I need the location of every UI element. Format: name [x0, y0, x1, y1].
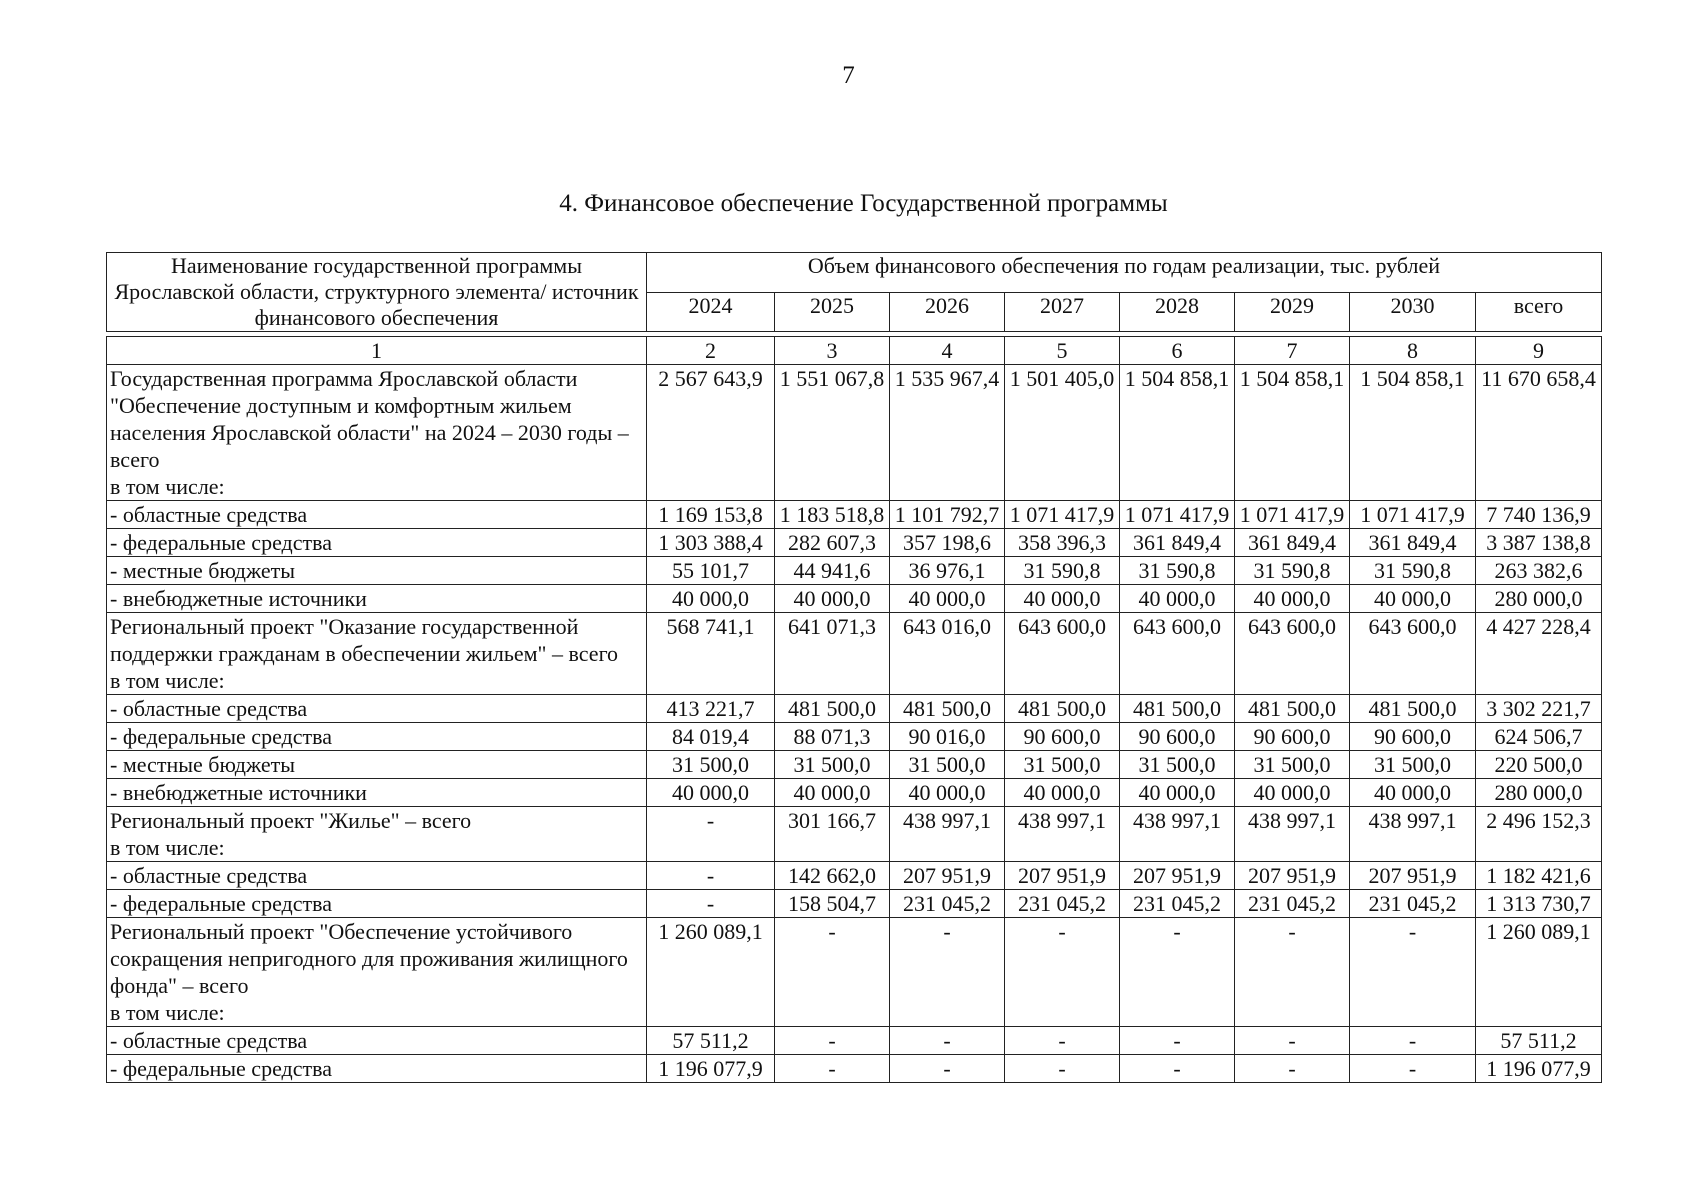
- row-value: 361 849,4: [1350, 529, 1476, 557]
- row-value: 90 600,0: [1235, 723, 1350, 751]
- row-value: 1 071 417,9: [1350, 501, 1476, 529]
- row-value: -: [775, 1055, 890, 1083]
- row-name: - областные средства: [110, 502, 308, 527]
- row-value: 88 071,3: [775, 723, 890, 751]
- row-name: - областные средства: [110, 1028, 308, 1053]
- row-value: 1 071 417,9: [1005, 501, 1120, 529]
- row-value: 90 600,0: [1120, 723, 1235, 751]
- row-name-cell: [107, 585, 647, 613]
- row-value: 207 951,9: [890, 862, 1005, 890]
- row-value: 31 590,8: [1120, 557, 1235, 585]
- row-value: -: [775, 1027, 890, 1055]
- row-name-cell: [107, 918, 647, 1027]
- row-value: 40 000,0: [647, 585, 775, 613]
- row-name: - федеральные средства: [110, 530, 332, 555]
- row-value: 438 997,1: [1235, 807, 1350, 862]
- row-total: 263 382,6: [1476, 557, 1602, 585]
- row-value: 643 016,0: [890, 613, 1005, 695]
- row-value: 481 500,0: [775, 695, 890, 723]
- header-year: 2026: [890, 292, 1005, 332]
- row-total: 57 511,2: [1476, 1027, 1602, 1055]
- row-name-cell: [107, 807, 647, 862]
- row-value: 31 500,0: [647, 751, 775, 779]
- row-value: 643 600,0: [1005, 613, 1120, 695]
- header-year: 2024: [647, 292, 775, 332]
- row-total: 2 496 152,3: [1476, 807, 1602, 862]
- row-value: 1 504 858,1: [1350, 365, 1476, 501]
- row-value: 1 501 405,0: [1005, 365, 1120, 501]
- row-value: 40 000,0: [775, 585, 890, 613]
- column-number: 9: [1476, 337, 1602, 365]
- row-total: 1 260 089,1: [1476, 918, 1602, 1027]
- row-name: Региональный проект "Обеспечение устойчивого сокращения непригодного для проживания жилищного фонда" – всего: [110, 919, 628, 998]
- table-row: [107, 501, 1602, 529]
- row-value: 481 500,0: [1005, 695, 1120, 723]
- row-value: -: [1120, 1055, 1235, 1083]
- row-value: 1 071 417,9: [1235, 501, 1350, 529]
- table-row: [107, 890, 1602, 918]
- header-total: всего: [1476, 292, 1602, 332]
- row-name-cell: [107, 723, 647, 751]
- column-number: 4: [890, 337, 1005, 365]
- row-name-cell: [107, 751, 647, 779]
- row-value: 1 071 417,9: [1120, 501, 1235, 529]
- row-value: 142 662,0: [775, 862, 890, 890]
- row-name-cell: [107, 890, 647, 918]
- row-value: 31 500,0: [1235, 751, 1350, 779]
- table-row: [107, 529, 1602, 557]
- row-value: -: [1235, 1027, 1350, 1055]
- row-value: 207 951,9: [1350, 862, 1476, 890]
- row-value: 31 500,0: [890, 751, 1005, 779]
- row-name: - федеральные средства: [110, 1056, 332, 1081]
- column-number: 1: [107, 337, 647, 365]
- column-number: 2: [647, 337, 775, 365]
- row-value: 1 183 518,8: [775, 501, 890, 529]
- table-row: [107, 779, 1602, 807]
- row-value: 40 000,0: [890, 585, 1005, 613]
- row-name: - местные бюджеты: [110, 558, 296, 583]
- row-value: -: [890, 1027, 1005, 1055]
- row-total: 624 506,7: [1476, 723, 1602, 751]
- row-name-cell: [107, 862, 647, 890]
- row-name: Государственная программа Ярославской области "Обеспечение доступным и комфортным жильем населения Ярославской области" на 2024 – 2030 годы – всего: [110, 366, 629, 472]
- row-value: -: [1120, 918, 1235, 1027]
- row-value: 40 000,0: [1005, 779, 1120, 807]
- row-total: 280 000,0: [1476, 779, 1602, 807]
- row-value: 2 567 643,9: [647, 365, 775, 501]
- row-name-cell: [107, 529, 647, 557]
- row-value: 31 590,8: [1350, 557, 1476, 585]
- table-row: [107, 1027, 1602, 1055]
- row-name: - местные бюджеты: [110, 752, 296, 777]
- row-value: 84 019,4: [647, 723, 775, 751]
- page-number: 7: [842, 62, 855, 89]
- row-name-cell: [107, 1055, 647, 1083]
- row-value: 57 511,2: [647, 1027, 775, 1055]
- row-name-cell: [107, 1027, 647, 1055]
- row-value: 357 198,6: [890, 529, 1005, 557]
- row-name: Региональный проект "Оказание государственной поддержки гражданам в обеспечении жильем" – всего: [110, 614, 619, 666]
- row-value: 55 101,7: [647, 557, 775, 585]
- row-value: -: [890, 918, 1005, 1027]
- row-value: 158 504,7: [775, 890, 890, 918]
- row-total: 3 302 221,7: [1476, 695, 1602, 723]
- row-value: 40 000,0: [1235, 585, 1350, 613]
- row-total: 7 740 136,9: [1476, 501, 1602, 529]
- header-volume: Объем финансового обеспечения по годам реализации, тыс. рублей: [647, 253, 1602, 293]
- row-name-cell: [107, 501, 647, 529]
- row-value: 90 016,0: [890, 723, 1005, 751]
- row-value: 568 741,1: [647, 613, 775, 695]
- row-value: 1 196 077,9: [647, 1055, 775, 1083]
- row-value: 231 045,2: [1120, 890, 1235, 918]
- row-value: 481 500,0: [890, 695, 1005, 723]
- header-year: 2025: [775, 292, 890, 332]
- row-value: 90 600,0: [1350, 723, 1476, 751]
- row-value: 40 000,0: [1120, 779, 1235, 807]
- row-value: 438 997,1: [890, 807, 1005, 862]
- row-name-cell: [107, 557, 647, 585]
- row-value: 207 951,9: [1120, 862, 1235, 890]
- column-number: 5: [1005, 337, 1120, 365]
- row-value: 358 396,3: [1005, 529, 1120, 557]
- row-name: Региональный проект "Жилье" – всего: [110, 808, 472, 833]
- row-value: 40 000,0: [1350, 779, 1476, 807]
- row-total: 4 427 228,4: [1476, 613, 1602, 695]
- row-value: 1 303 388,4: [647, 529, 775, 557]
- row-name: - областные средства: [110, 696, 308, 721]
- row-value: 207 951,9: [1005, 862, 1120, 890]
- row-value: 31 500,0: [1005, 751, 1120, 779]
- row-subtitle: в том числе:: [110, 474, 225, 499]
- row-value: 1 169 153,8: [647, 501, 775, 529]
- row-value: 207 951,9: [1235, 862, 1350, 890]
- row-value: -: [1005, 1027, 1120, 1055]
- column-number: 7: [1235, 337, 1350, 365]
- row-value: 643 600,0: [1350, 613, 1476, 695]
- header-year: 2030: [1350, 292, 1476, 332]
- row-name-cell: [107, 695, 647, 723]
- row-value: 31 590,8: [1005, 557, 1120, 585]
- financing-table: [106, 252, 1602, 1083]
- column-number: 8: [1350, 337, 1476, 365]
- row-value: 40 000,0: [1235, 779, 1350, 807]
- row-value: -: [647, 890, 775, 918]
- row-value: 40 000,0: [647, 779, 775, 807]
- row-value: 90 600,0: [1005, 723, 1120, 751]
- row-value: 641 071,3: [775, 613, 890, 695]
- row-name-cell: [107, 779, 647, 807]
- header-year: 2028: [1120, 292, 1235, 332]
- header-year: 2027: [1005, 292, 1120, 332]
- row-value: -: [1350, 918, 1476, 1027]
- row-value: 31 590,8: [1235, 557, 1350, 585]
- row-value: 36 976,1: [890, 557, 1005, 585]
- row-value: 643 600,0: [1120, 613, 1235, 695]
- row-name: - внебюджетные источники: [110, 586, 367, 611]
- row-value: 44 941,6: [775, 557, 890, 585]
- row-total: 1 196 077,9: [1476, 1055, 1602, 1083]
- row-value: 643 600,0: [1235, 613, 1350, 695]
- row-value: 40 000,0: [1120, 585, 1235, 613]
- row-value: 1 535 967,4: [890, 365, 1005, 501]
- row-name-cell: [107, 613, 647, 695]
- row-subtitle: в том числе:: [110, 835, 225, 860]
- row-value: 40 000,0: [890, 779, 1005, 807]
- row-name-cell: [107, 365, 647, 501]
- table-row: [107, 723, 1602, 751]
- table-row: [107, 918, 1602, 1027]
- row-value: 231 045,2: [1235, 890, 1350, 918]
- row-subtitle: в том числе:: [110, 668, 225, 693]
- row-name: - внебюджетные источники: [110, 780, 367, 805]
- row-value: 40 000,0: [1350, 585, 1476, 613]
- table-row: [107, 751, 1602, 779]
- row-value: 1 504 858,1: [1120, 365, 1235, 501]
- row-total: 1 182 421,6: [1476, 862, 1602, 890]
- row-value: 481 500,0: [1120, 695, 1235, 723]
- row-value: 1 551 067,8: [775, 365, 890, 501]
- header-year: 2029: [1235, 292, 1350, 332]
- table-row: [107, 585, 1602, 613]
- table-row: [107, 695, 1602, 723]
- row-value: 231 045,2: [1005, 890, 1120, 918]
- row-subtitle: в том числе:: [110, 1000, 225, 1025]
- row-value: -: [1350, 1055, 1476, 1083]
- column-number: 3: [775, 337, 890, 365]
- row-value: -: [1005, 918, 1120, 1027]
- row-value: -: [1235, 1055, 1350, 1083]
- column-number: 6: [1120, 337, 1235, 365]
- row-name: - федеральные средства: [110, 724, 332, 749]
- row-value: 1 260 089,1: [647, 918, 775, 1027]
- row-total: 1 313 730,7: [1476, 890, 1602, 918]
- row-total: 220 500,0: [1476, 751, 1602, 779]
- row-value: -: [1235, 918, 1350, 1027]
- table-row: [107, 365, 1602, 501]
- row-value: -: [890, 1055, 1005, 1083]
- row-value: 361 849,4: [1120, 529, 1235, 557]
- table-row: [107, 807, 1602, 862]
- row-value: 301 166,7: [775, 807, 890, 862]
- row-value: -: [1350, 1027, 1476, 1055]
- column-numbers-row: [107, 337, 1602, 365]
- row-value: 231 045,2: [1350, 890, 1476, 918]
- row-total: 11 670 658,4: [1476, 365, 1602, 501]
- row-value: 481 500,0: [1350, 695, 1476, 723]
- row-name: - федеральные средства: [110, 891, 332, 916]
- row-value: 282 607,3: [775, 529, 890, 557]
- row-value: 438 997,1: [1005, 807, 1120, 862]
- row-value: 231 045,2: [890, 890, 1005, 918]
- table-row: [107, 1055, 1602, 1083]
- row-value: 481 500,0: [1235, 695, 1350, 723]
- row-value: 438 997,1: [1350, 807, 1476, 862]
- row-value: -: [1005, 1055, 1120, 1083]
- section-title: 4. Финансовое обеспечение Государственной программы: [559, 190, 1168, 217]
- table-row: [107, 613, 1602, 695]
- row-value: -: [1120, 1027, 1235, 1055]
- table-row: [107, 862, 1602, 890]
- row-total: 3 387 138,8: [1476, 529, 1602, 557]
- row-name: - областные средства: [110, 863, 308, 888]
- row-value: 361 849,4: [1235, 529, 1350, 557]
- table-row: [107, 557, 1602, 585]
- row-value: 40 000,0: [1005, 585, 1120, 613]
- header-name-column: Наименование государственной программы Ярославской области, структурного элемента/ источник финансового обеспечения: [107, 253, 647, 332]
- row-value: -: [775, 918, 890, 1027]
- row-value: 31 500,0: [775, 751, 890, 779]
- row-value: 1 101 792,7: [890, 501, 1005, 529]
- row-value: 438 997,1: [1120, 807, 1235, 862]
- row-value: 31 500,0: [1120, 751, 1235, 779]
- row-value: -: [647, 862, 775, 890]
- row-value: 31 500,0: [1350, 751, 1476, 779]
- row-value: 413 221,7: [647, 695, 775, 723]
- row-total: 280 000,0: [1476, 585, 1602, 613]
- row-value: 40 000,0: [775, 779, 890, 807]
- row-value: -: [647, 807, 775, 862]
- row-value: 1 504 858,1: [1235, 365, 1350, 501]
